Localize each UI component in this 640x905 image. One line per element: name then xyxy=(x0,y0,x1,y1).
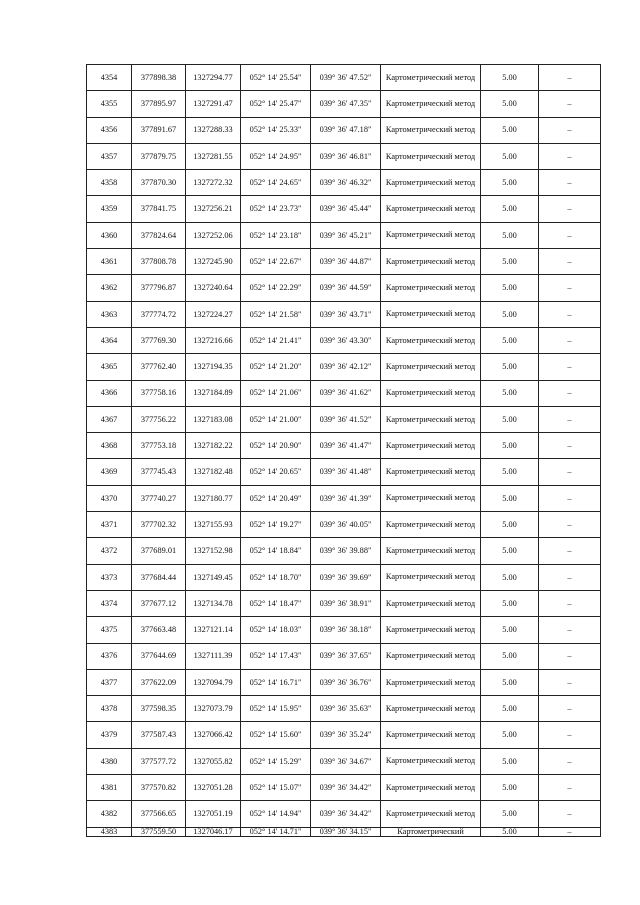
table-row xyxy=(87,65,601,91)
x-coordinate-cell: 377663.48 xyxy=(132,617,186,643)
longitude-cell: 039° 36' 43.30" xyxy=(311,327,381,353)
table-row xyxy=(87,275,601,301)
table-row xyxy=(87,827,601,836)
accuracy-cell: 5.00 xyxy=(481,327,539,353)
method-cell: Картометрический метод xyxy=(381,406,481,432)
latitude-cell: 052° 14' 18.47" xyxy=(241,590,311,616)
y-coordinate-cell: 1327252.06 xyxy=(186,222,241,248)
accuracy-cell: 5.00 xyxy=(481,617,539,643)
table-row xyxy=(87,406,601,432)
point-number-cell: 4358 xyxy=(87,170,132,196)
note-cell: – xyxy=(539,564,601,590)
method-cell: Картометрический метод xyxy=(381,485,481,511)
x-coordinate-cell: 377684.44 xyxy=(132,564,186,590)
table-row xyxy=(87,748,601,774)
x-coordinate-cell: 377577.72 xyxy=(132,748,186,774)
note-cell: – xyxy=(539,249,601,275)
point-number-cell: 4363 xyxy=(87,301,132,327)
point-number-cell: 4374 xyxy=(87,590,132,616)
note-cell: – xyxy=(539,538,601,564)
note-cell: – xyxy=(539,275,601,301)
note-cell: – xyxy=(539,406,601,432)
latitude-cell: 052° 14' 20.49" xyxy=(241,485,311,511)
note-cell: – xyxy=(539,827,601,836)
accuracy-cell: 5.00 xyxy=(481,433,539,459)
x-coordinate-cell: 377824.64 xyxy=(132,222,186,248)
table-body xyxy=(87,65,601,837)
table-row xyxy=(87,801,601,827)
table-row xyxy=(87,91,601,117)
y-coordinate-cell: 1327182.22 xyxy=(186,433,241,459)
longitude-cell: 039° 36' 38.91" xyxy=(311,590,381,616)
note-cell: – xyxy=(539,65,601,91)
longitude-cell: 039° 36' 39.69" xyxy=(311,564,381,590)
latitude-cell: 052° 14' 25.47" xyxy=(241,91,311,117)
table-row xyxy=(87,722,601,748)
longitude-cell: 039° 36' 45.44" xyxy=(311,196,381,222)
latitude-cell: 052° 14' 21.58" xyxy=(241,301,311,327)
coordinates-table xyxy=(86,64,601,837)
y-coordinate-cell: 1327216.66 xyxy=(186,327,241,353)
method-cell: Картометрический метод xyxy=(381,538,481,564)
note-cell: – xyxy=(539,643,601,669)
note-cell: – xyxy=(539,459,601,485)
point-number-cell: 4376 xyxy=(87,643,132,669)
method-cell: Картометрический метод xyxy=(381,222,481,248)
accuracy-cell: 5.00 xyxy=(481,196,539,222)
table-row xyxy=(87,433,601,459)
longitude-cell: 039° 36' 41.39" xyxy=(311,485,381,511)
point-number-cell: 4360 xyxy=(87,222,132,248)
table-row xyxy=(87,590,601,616)
point-number-cell: 4361 xyxy=(87,249,132,275)
table-row xyxy=(87,327,601,353)
accuracy-cell: 5.00 xyxy=(481,91,539,117)
accuracy-cell: 5.00 xyxy=(481,222,539,248)
point-number-cell: 4364 xyxy=(87,327,132,353)
y-coordinate-cell: 1327224.27 xyxy=(186,301,241,327)
accuracy-cell: 5.00 xyxy=(481,459,539,485)
latitude-cell: 052° 14' 24.95" xyxy=(241,143,311,169)
latitude-cell: 052° 14' 18.84" xyxy=(241,538,311,564)
table-row xyxy=(87,538,601,564)
method-cell: Картометрический метод xyxy=(381,354,481,380)
x-coordinate-cell: 377879.75 xyxy=(132,143,186,169)
y-coordinate-cell: 1327294.77 xyxy=(186,65,241,91)
latitude-cell: 052° 14' 21.00" xyxy=(241,406,311,432)
accuracy-cell: 5.00 xyxy=(481,590,539,616)
latitude-cell: 052° 14' 15.07" xyxy=(241,775,311,801)
latitude-cell: 052° 14' 16.71" xyxy=(241,669,311,695)
method-cell: Картометрический метод xyxy=(381,801,481,827)
x-coordinate-cell: 377756.22 xyxy=(132,406,186,432)
accuracy-cell: 5.00 xyxy=(481,117,539,143)
point-number-cell: 4359 xyxy=(87,196,132,222)
method-cell: Картометрический метод xyxy=(381,748,481,774)
x-coordinate-cell: 377841.75 xyxy=(132,196,186,222)
note-cell: – xyxy=(539,143,601,169)
point-number-cell: 4381 xyxy=(87,775,132,801)
accuracy-cell: 5.00 xyxy=(481,643,539,669)
longitude-cell: 039° 36' 47.52" xyxy=(311,65,381,91)
x-coordinate-cell: 377796.87 xyxy=(132,275,186,301)
point-number-cell: 4355 xyxy=(87,91,132,117)
latitude-cell: 052° 14' 23.73" xyxy=(241,196,311,222)
y-coordinate-cell: 1327183.08 xyxy=(186,406,241,432)
method-cell: Картометрический метод xyxy=(381,512,481,538)
method-cell: Картометрический метод xyxy=(381,617,481,643)
point-number-cell: 4365 xyxy=(87,354,132,380)
y-coordinate-cell: 1327240.64 xyxy=(186,275,241,301)
latitude-cell: 052° 14' 25.54" xyxy=(241,65,311,91)
accuracy-cell: 5.00 xyxy=(481,249,539,275)
point-number-cell: 4371 xyxy=(87,512,132,538)
method-cell: Картометрический метод xyxy=(381,301,481,327)
point-number-cell: 4377 xyxy=(87,669,132,695)
accuracy-cell: 5.00 xyxy=(481,564,539,590)
note-cell: – xyxy=(539,748,601,774)
longitude-cell: 039° 36' 41.47" xyxy=(311,433,381,459)
longitude-cell: 039° 36' 37.65" xyxy=(311,643,381,669)
x-coordinate-cell: 377745.43 xyxy=(132,459,186,485)
note-cell: – xyxy=(539,354,601,380)
note-cell: – xyxy=(539,801,601,827)
accuracy-cell: 5.00 xyxy=(481,380,539,406)
latitude-cell: 052° 14' 14.71" xyxy=(241,827,311,836)
x-coordinate-cell: 377808.78 xyxy=(132,249,186,275)
point-number-cell: 4356 xyxy=(87,117,132,143)
longitude-cell: 039° 36' 34.15" xyxy=(311,827,381,836)
method-cell: Картометрический метод xyxy=(381,564,481,590)
table-row xyxy=(87,301,601,327)
note-cell: – xyxy=(539,196,601,222)
note-cell: – xyxy=(539,170,601,196)
y-coordinate-cell: 1327245.90 xyxy=(186,249,241,275)
x-coordinate-cell: 377740.27 xyxy=(132,485,186,511)
table-row xyxy=(87,354,601,380)
method-cell: Картометрический метод xyxy=(381,380,481,406)
latitude-cell: 052° 14' 14.94" xyxy=(241,801,311,827)
x-coordinate-cell: 377762.40 xyxy=(132,354,186,380)
method-cell: Картометрический метод xyxy=(381,65,481,91)
y-coordinate-cell: 1327149.45 xyxy=(186,564,241,590)
note-cell: – xyxy=(539,617,601,643)
longitude-cell: 039° 36' 34.42" xyxy=(311,775,381,801)
x-coordinate-cell: 377559.50 xyxy=(132,827,186,836)
note-cell: – xyxy=(539,380,601,406)
accuracy-cell: 5.00 xyxy=(481,301,539,327)
accuracy-cell: 5.00 xyxy=(481,722,539,748)
longitude-cell: 039° 36' 40.05" xyxy=(311,512,381,538)
method-cell: Картометрический метод xyxy=(381,275,481,301)
longitude-cell: 039° 36' 35.24" xyxy=(311,722,381,748)
point-number-cell: 4375 xyxy=(87,617,132,643)
y-coordinate-cell: 1327066.42 xyxy=(186,722,241,748)
longitude-cell: 039° 36' 46.81" xyxy=(311,143,381,169)
y-coordinate-cell: 1327111.39 xyxy=(186,643,241,669)
point-number-cell: 4357 xyxy=(87,143,132,169)
note-cell: – xyxy=(539,485,601,511)
accuracy-cell: 5.00 xyxy=(481,669,539,695)
x-coordinate-cell: 377753.18 xyxy=(132,433,186,459)
longitude-cell: 039° 36' 44.59" xyxy=(311,275,381,301)
x-coordinate-cell: 377769.30 xyxy=(132,327,186,353)
latitude-cell: 052° 14' 22.29" xyxy=(241,275,311,301)
longitude-cell: 039° 36' 38.18" xyxy=(311,617,381,643)
y-coordinate-cell: 1327051.28 xyxy=(186,775,241,801)
longitude-cell: 039° 36' 34.67" xyxy=(311,748,381,774)
note-cell: – xyxy=(539,327,601,353)
table-row xyxy=(87,196,601,222)
longitude-cell: 039° 36' 35.63" xyxy=(311,696,381,722)
table-row xyxy=(87,249,601,275)
x-coordinate-cell: 377891.67 xyxy=(132,117,186,143)
latitude-cell: 052° 14' 15.95" xyxy=(241,696,311,722)
x-coordinate-cell: 377570.82 xyxy=(132,775,186,801)
accuracy-cell: 5.00 xyxy=(481,354,539,380)
longitude-cell: 039° 36' 44.87" xyxy=(311,249,381,275)
point-number-cell: 4379 xyxy=(87,722,132,748)
point-number-cell: 4373 xyxy=(87,564,132,590)
longitude-cell: 039° 36' 41.62" xyxy=(311,380,381,406)
method-cell: Картометрический метод xyxy=(381,91,481,117)
latitude-cell: 052° 14' 19.27" xyxy=(241,512,311,538)
x-coordinate-cell: 377702.32 xyxy=(132,512,186,538)
x-coordinate-cell: 377644.69 xyxy=(132,643,186,669)
point-number-cell: 4382 xyxy=(87,801,132,827)
note-cell: – xyxy=(539,433,601,459)
y-coordinate-cell: 1327288.33 xyxy=(186,117,241,143)
point-number-cell: 4370 xyxy=(87,485,132,511)
longitude-cell: 039° 36' 45.21" xyxy=(311,222,381,248)
longitude-cell: 039° 36' 41.48" xyxy=(311,459,381,485)
note-cell: – xyxy=(539,669,601,695)
x-coordinate-cell: 377677.12 xyxy=(132,590,186,616)
longitude-cell: 039° 36' 36.76" xyxy=(311,669,381,695)
y-coordinate-cell: 1327291.47 xyxy=(186,91,241,117)
y-coordinate-cell: 1327155.93 xyxy=(186,512,241,538)
point-number-cell: 4378 xyxy=(87,696,132,722)
latitude-cell: 052° 14' 20.65" xyxy=(241,459,311,485)
table-row xyxy=(87,775,601,801)
x-coordinate-cell: 377774.72 xyxy=(132,301,186,327)
latitude-cell: 052° 14' 18.03" xyxy=(241,617,311,643)
point-number-cell: 4369 xyxy=(87,459,132,485)
accuracy-cell: 5.00 xyxy=(481,827,539,836)
accuracy-cell: 5.00 xyxy=(481,65,539,91)
y-coordinate-cell: 1327055.82 xyxy=(186,748,241,774)
table-row xyxy=(87,512,601,538)
x-coordinate-cell: 377758.16 xyxy=(132,380,186,406)
x-coordinate-cell: 377622.09 xyxy=(132,669,186,695)
note-cell: – xyxy=(539,722,601,748)
note-cell: – xyxy=(539,222,601,248)
accuracy-cell: 5.00 xyxy=(481,512,539,538)
latitude-cell: 052° 14' 15.29" xyxy=(241,748,311,774)
longitude-cell: 039° 36' 43.71" xyxy=(311,301,381,327)
latitude-cell: 052° 14' 17.43" xyxy=(241,643,311,669)
y-coordinate-cell: 1327256.21 xyxy=(186,196,241,222)
point-number-cell: 4383 xyxy=(87,827,132,836)
latitude-cell: 052° 14' 21.41" xyxy=(241,327,311,353)
longitude-cell: 039° 36' 42.12" xyxy=(311,354,381,380)
y-coordinate-cell: 1327281.55 xyxy=(186,143,241,169)
accuracy-cell: 5.00 xyxy=(481,775,539,801)
longitude-cell: 039° 36' 46.32" xyxy=(311,170,381,196)
latitude-cell: 052° 14' 25.33" xyxy=(241,117,311,143)
table-row xyxy=(87,643,601,669)
latitude-cell: 052° 14' 21.06" xyxy=(241,380,311,406)
x-coordinate-cell: 377898.38 xyxy=(132,65,186,91)
method-cell: Картометрический xyxy=(381,827,481,836)
x-coordinate-cell: 377689.01 xyxy=(132,538,186,564)
method-cell: Картометрический метод xyxy=(381,327,481,353)
latitude-cell: 052° 14' 23.18" xyxy=(241,222,311,248)
y-coordinate-cell: 1327180.77 xyxy=(186,485,241,511)
y-coordinate-cell: 1327046.17 xyxy=(186,827,241,836)
point-number-cell: 4354 xyxy=(87,65,132,91)
latitude-cell: 052° 14' 24.65" xyxy=(241,170,311,196)
accuracy-cell: 5.00 xyxy=(481,406,539,432)
table-row xyxy=(87,617,601,643)
note-cell: – xyxy=(539,775,601,801)
accuracy-cell: 5.00 xyxy=(481,801,539,827)
note-cell: – xyxy=(539,512,601,538)
longitude-cell: 039° 36' 47.18" xyxy=(311,117,381,143)
y-coordinate-cell: 1327073.79 xyxy=(186,696,241,722)
point-number-cell: 4372 xyxy=(87,538,132,564)
latitude-cell: 052° 14' 18.70" xyxy=(241,564,311,590)
method-cell: Картометрический метод xyxy=(381,722,481,748)
note-cell: – xyxy=(539,590,601,616)
point-number-cell: 4366 xyxy=(87,380,132,406)
y-coordinate-cell: 1327134.78 xyxy=(186,590,241,616)
table-row xyxy=(87,696,601,722)
table-row xyxy=(87,485,601,511)
x-coordinate-cell: 377566.65 xyxy=(132,801,186,827)
accuracy-cell: 5.00 xyxy=(481,485,539,511)
method-cell: Картометрический метод xyxy=(381,170,481,196)
latitude-cell: 052° 14' 21.20" xyxy=(241,354,311,380)
method-cell: Картометрический метод xyxy=(381,590,481,616)
note-cell: – xyxy=(539,91,601,117)
table-row xyxy=(87,564,601,590)
table-row xyxy=(87,459,601,485)
point-number-cell: 4380 xyxy=(87,748,132,774)
note-cell: – xyxy=(539,696,601,722)
y-coordinate-cell: 1327051.19 xyxy=(186,801,241,827)
note-cell: – xyxy=(539,301,601,327)
y-coordinate-cell: 1327152.98 xyxy=(186,538,241,564)
table-row xyxy=(87,170,601,196)
method-cell: Картометрический метод xyxy=(381,643,481,669)
y-coordinate-cell: 1327094.79 xyxy=(186,669,241,695)
accuracy-cell: 5.00 xyxy=(481,275,539,301)
accuracy-cell: 5.00 xyxy=(481,143,539,169)
x-coordinate-cell: 377598.35 xyxy=(132,696,186,722)
longitude-cell: 039° 36' 47.35" xyxy=(311,91,381,117)
table-row xyxy=(87,143,601,169)
method-cell: Картометрический метод xyxy=(381,775,481,801)
accuracy-cell: 5.00 xyxy=(481,170,539,196)
method-cell: Картометрический метод xyxy=(381,196,481,222)
y-coordinate-cell: 1327121.14 xyxy=(186,617,241,643)
accuracy-cell: 5.00 xyxy=(481,538,539,564)
accuracy-cell: 5.00 xyxy=(481,748,539,774)
table-row xyxy=(87,117,601,143)
y-coordinate-cell: 1327182.48 xyxy=(186,459,241,485)
point-number-cell: 4367 xyxy=(87,406,132,432)
method-cell: Картометрический метод xyxy=(381,143,481,169)
point-number-cell: 4362 xyxy=(87,275,132,301)
longitude-cell: 039° 36' 41.52" xyxy=(311,406,381,432)
point-number-cell: 4368 xyxy=(87,433,132,459)
longitude-cell: 039° 36' 39.88" xyxy=(311,538,381,564)
x-coordinate-cell: 377895.97 xyxy=(132,91,186,117)
x-coordinate-cell: 377587.43 xyxy=(132,722,186,748)
note-cell: – xyxy=(539,117,601,143)
table-row xyxy=(87,222,601,248)
method-cell: Картометрический метод xyxy=(381,117,481,143)
method-cell: Картометрический метод xyxy=(381,459,481,485)
longitude-cell: 039° 36' 34.42" xyxy=(311,801,381,827)
y-coordinate-cell: 1327272.32 xyxy=(186,170,241,196)
latitude-cell: 052° 14' 22.67" xyxy=(241,249,311,275)
latitude-cell: 052° 14' 20.90" xyxy=(241,433,311,459)
y-coordinate-cell: 1327194.35 xyxy=(186,354,241,380)
method-cell: Картометрический метод xyxy=(381,669,481,695)
method-cell: Картометрический метод xyxy=(381,249,481,275)
method-cell: Картометрический метод xyxy=(381,696,481,722)
table-row xyxy=(87,669,601,695)
y-coordinate-cell: 1327184.89 xyxy=(186,380,241,406)
accuracy-cell: 5.00 xyxy=(481,696,539,722)
x-coordinate-cell: 377870.30 xyxy=(132,170,186,196)
table-row xyxy=(87,380,601,406)
method-cell: Картометрический метод xyxy=(381,433,481,459)
latitude-cell: 052° 14' 15.60" xyxy=(241,722,311,748)
